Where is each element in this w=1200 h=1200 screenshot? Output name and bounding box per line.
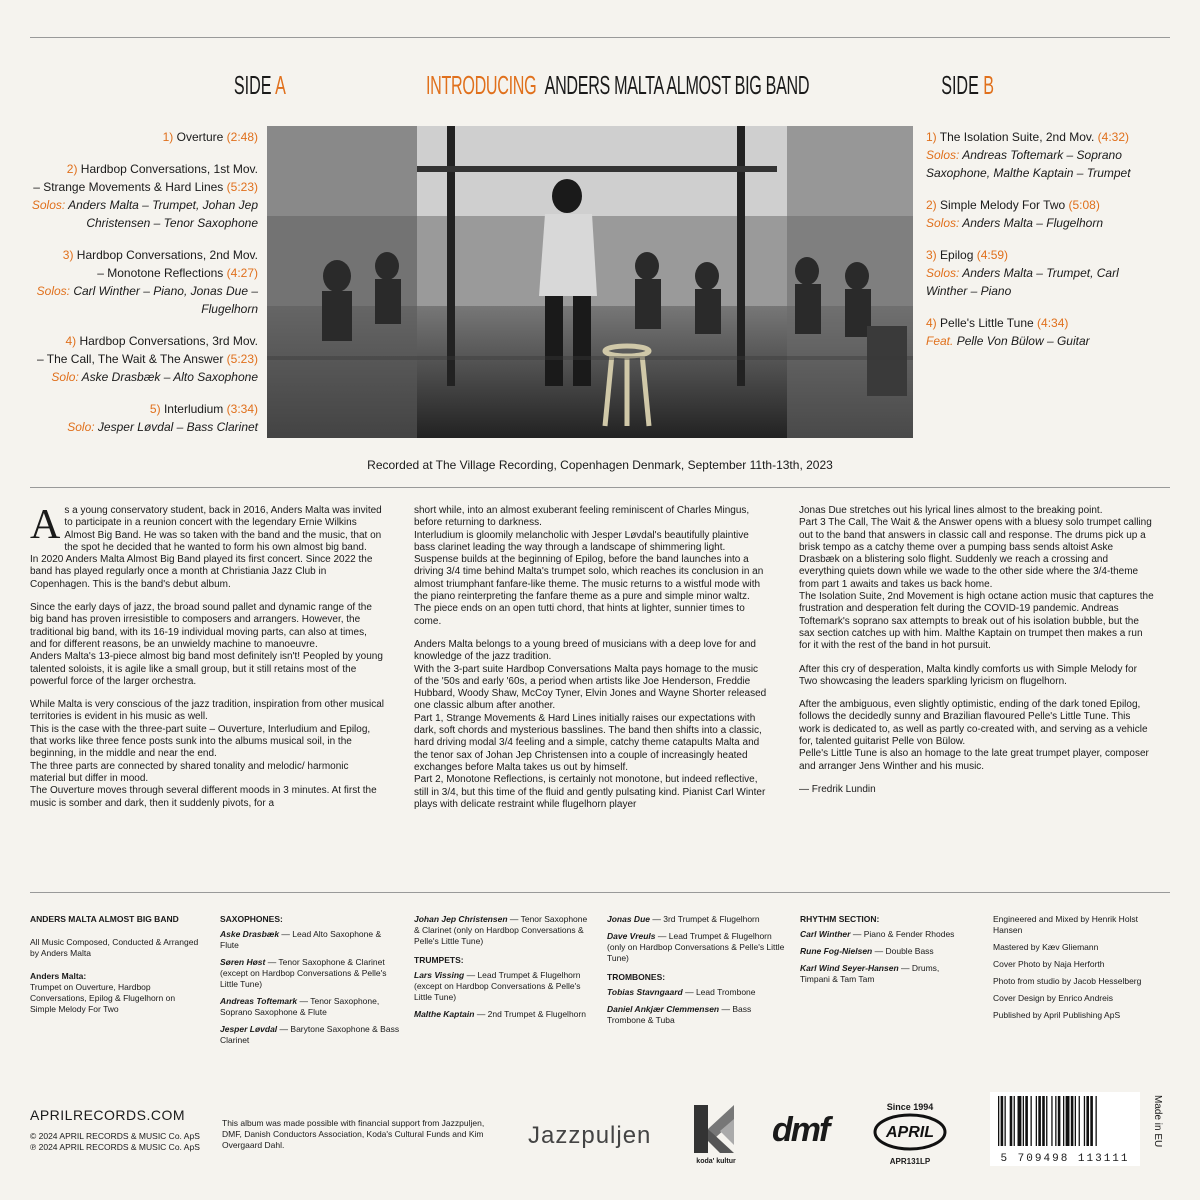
credit-role: — Barytone Saxophone & Bass Clarinet	[220, 1024, 400, 1045]
april-records-icon	[872, 1112, 948, 1152]
liner-line: After this cry of desperation, Malta kindly comforts us with Simple Melody for Two showcasing the leaders sparkling lyricism on flugelhorn.	[799, 663, 1137, 687]
credit-entry	[800, 929, 970, 940]
side-a-track	[30, 246, 258, 318]
track-title: The Isolation Suite, 2nd Mov.	[939, 130, 1095, 144]
liner-paragraph	[799, 699, 1154, 773]
credit-name: Rune Fog-Nielsen	[800, 946, 873, 956]
liner-line: With the 3-part suite Hardbop Conversations Malta pays homage to the music of the '50s and early '60s, a period when artists like Joe Henderson, Freddie Hubbard, Woody Shaw, McCoy Tyner, Elvin Jones and Wayne Shorter released one classic album after another.	[414, 663, 767, 712]
track-number: 3)	[926, 248, 941, 262]
credit-name: Aske Drasbæk	[220, 929, 280, 939]
credit-name: Jonas Due	[607, 914, 650, 924]
track-duration: (4:32)	[1094, 130, 1130, 144]
credits-malta-label: Anders Malta:	[30, 971, 87, 981]
april-records-logo: Since 1994 APRIL APR131LP	[870, 1102, 950, 1166]
side-a-track	[30, 332, 258, 386]
liner-line: After the ambiguous, even slightly optimistic, ending of the dark toned Epilog, follows the decidedly sunny and Brazilian flavoured Pelle's Little Tune. This work is dedicated to, as well as partly co-created with, and serving as a vehicle for, talented guitarist Pelle von Bülow.	[799, 699, 1148, 748]
credits-rhythm-title: RHYTHM SECTION:	[800, 914, 880, 924]
side-a-tracklist	[30, 128, 258, 450]
liner-line: The Ouverture moves through several different moods in 3 minutes. At first the music is somber and dark, then it suddenly pivots, for a	[30, 785, 377, 809]
barcode-bar	[1075, 1096, 1076, 1146]
track-number: 4)	[926, 316, 941, 330]
solo-names: Aske Drasbæk – Alto Saxophone	[81, 370, 258, 384]
side-b-heading: SIDE B	[941, 70, 995, 100]
track-duration: (5:23)	[223, 180, 258, 194]
solo-label: Feat.	[926, 334, 957, 348]
solo-label: Solo:	[51, 370, 82, 384]
website-link[interactable]: APRILRECORDS.COM	[30, 1107, 186, 1123]
credit-name: Andreas Toftemark	[220, 996, 298, 1006]
track-title-line	[30, 246, 258, 264]
solo-label: Solos:	[36, 284, 74, 298]
barcode-bar	[1001, 1096, 1004, 1146]
band-name: ANDERS MALTA ALMOST BIG BAND	[544, 70, 810, 100]
barcode-bars	[990, 1092, 1140, 1148]
barcode-bar	[1005, 1096, 1006, 1146]
credit-name: Karl Wind Seyer-Hansen	[800, 963, 899, 973]
recording-caption: Recorded at The Village Recording, Copenhagen Denmark, September 11th-13th, 2023	[367, 458, 833, 472]
track-duration: (2:48)	[223, 130, 258, 144]
barcode-bar	[1031, 1096, 1032, 1146]
credits-column-4	[607, 914, 787, 1032]
liner-paragraph	[414, 505, 769, 628]
barcode-bar	[1046, 1096, 1047, 1146]
barcode-bar	[1025, 1096, 1028, 1146]
production-credit: Engineered and Mixed by Henrik Holst Hansen	[993, 914, 1139, 935]
album-title	[426, 70, 809, 101]
credits-trumpets-title: TRUMPETS:	[414, 955, 464, 965]
track-title-line	[30, 178, 258, 196]
track-number: 2)	[926, 198, 941, 212]
barcode-bar	[1096, 1096, 1097, 1146]
solo-label: Solos:	[926, 266, 963, 280]
side-b-track	[926, 196, 1146, 232]
liner-line: The Isolation Suite, 2nd Movement is high octane action music that captures the frustration and desperation felt during the COVID-19 pandemic. Andreas Toftemark's soprano sax attempts to break out of his isolation bubble, but the sax section catches up with him. Malthe Kaptain on trumpet then makes a run for it with the rest of the band in hot pursuit.	[799, 591, 1154, 652]
side-b-track	[926, 246, 1146, 300]
barcode-bar	[1086, 1096, 1089, 1146]
track-title: Pelle's Little Tune	[940, 316, 1034, 330]
drop-cap: A	[30, 502, 61, 548]
track-duration: (4:59)	[973, 248, 1009, 262]
credit-role: — Bass Trombone & Tuba	[607, 1004, 752, 1025]
barcode-bar	[1010, 1096, 1013, 1146]
credit-entry	[220, 929, 400, 951]
track-title-line	[926, 314, 1146, 332]
credit-name: Tobias Stavngaard	[607, 987, 683, 997]
barcode-bar	[1090, 1096, 1093, 1146]
liner-line: — Fredrik Lundin	[799, 783, 876, 795]
liner-line: s a young conservatory student, back in 2016, Anders Malta was invited to participate in a reunion concert with the legendary Ernie Wilkins Almost Big Band. He was so taken with the band and the music, that on the spot he decided that he wanted to form his own almost big band.	[64, 505, 382, 553]
liner-line: While Malta is very conscious of the jazz tradition, inspiration from other musical territories is evident in his music as well.	[30, 699, 385, 723]
credits-trombones-title: TROMBONES:	[607, 972, 666, 982]
track-title-line	[30, 128, 258, 146]
liner-paragraph	[30, 602, 385, 688]
liner-line: This is the case with the three-part suite – Ouverture, Interludium and Epilog, that works like three fence posts sunk into the albums musical soil, in the beginning, in the middle and near the end.	[30, 723, 371, 760]
barcode-bar	[1051, 1096, 1052, 1146]
production-credit: Mastered by Kæv Gliemann	[993, 942, 1099, 952]
track-duration: (4:27)	[223, 266, 258, 280]
credit-entry	[800, 946, 970, 957]
solo-names: Jesper Løvdal – Bass Clarinet	[97, 420, 258, 434]
credits-malta-text: Trumpet on Ouverture, Hardbop Conversations, Epilog & Flugelhorn on Simple Melody For Two	[30, 982, 176, 1014]
track-title: – The Call, The Wait & The Answer	[37, 352, 224, 366]
production-credit: Cover Design by Enrico Andreis	[993, 993, 1114, 1003]
credit-role: — 3rd Trumpet & Flugelhorn	[650, 914, 760, 924]
solo-label: Solos:	[926, 148, 963, 162]
credit-name: Dave Vreuls	[607, 931, 656, 941]
credit-entry	[220, 996, 400, 1018]
liner-paragraph	[30, 502, 385, 591]
credit-entry	[414, 1009, 589, 1020]
barcode-bar	[1018, 1096, 1022, 1146]
track-title-line	[30, 264, 258, 282]
koda-kultur-logo: koda' kultur	[690, 1105, 742, 1165]
credit-name: Jesper Løvdal	[220, 1024, 278, 1034]
track-title: Simple Melody For Two	[940, 198, 1066, 212]
track-title: Overture	[176, 130, 224, 144]
credits-column-3	[414, 914, 589, 1026]
credit-name: Søren Høst	[220, 957, 266, 967]
track-soloists	[30, 196, 258, 232]
track-title-line	[30, 400, 258, 418]
liner-line: Part 1, Strange Movements & Hard Lines initially raises our expectations with dark, soft chords and mysterious basslines. The band then shifts into a classic, hard driving modal 3/4 feeling and a simple, catchy theme catapults Malta and the tenor sax of Johan Jep Christensen into a couple of increasingly heated exchanges before Malta takes us out by himself.	[414, 712, 762, 773]
credits-saxophones-title: SAXOPHONES:	[220, 914, 283, 924]
introducing-label: INTRODUCING	[426, 70, 537, 100]
studio-photo-image	[267, 126, 913, 438]
track-title: Interludium	[163, 402, 224, 416]
track-title-line	[926, 128, 1146, 146]
credit-role: — Tenor Saxophone & Clarinet (except on Hardbop Conversations & Pelle's Little Tune)	[220, 957, 387, 989]
credit-role: — 2nd Trumpet & Flugelhorn	[474, 1009, 586, 1019]
credits-rhythm	[800, 914, 970, 991]
track-number: 1)	[162, 130, 177, 144]
side-b-tracklist	[926, 128, 1146, 364]
credits-saxophones	[220, 914, 400, 1052]
track-soloists	[926, 332, 1146, 350]
liner-paragraph	[799, 505, 1154, 653]
credit-role: — Piano & Fender Rhodes	[850, 929, 955, 939]
credit-role: — Double Bass	[872, 946, 934, 956]
credit-entry	[607, 914, 787, 925]
credits-divider	[30, 892, 1170, 893]
made-in-label: Made in EU	[1152, 1095, 1163, 1148]
credit-role: — Drums, Timpani & Tam Tam	[800, 963, 940, 984]
track-soloists	[926, 264, 1146, 300]
credits-composer-line: All Music Composed, Conducted & Arranged by Anders Malta	[30, 937, 199, 958]
solo-names: Pelle Von Bülow – Guitar	[956, 334, 1090, 348]
production-credit: Photo from studio by Jacob Hesselberg	[993, 976, 1142, 986]
credit-name: Carl Winther	[800, 929, 851, 939]
credit-entry	[800, 963, 970, 985]
track-number: 5)	[149, 402, 164, 416]
solo-names: Anders Malta – Trumpet, Carl Winther – Piano	[926, 266, 1119, 298]
barcode-bar	[1055, 1096, 1056, 1146]
track-duration: (3:34)	[223, 402, 258, 416]
top-divider	[30, 37, 1170, 38]
credit-role: — Lead Trumpet & Flugelhorn (only on Hardbop Conversations & Pelle's Little Tune)	[607, 931, 785, 963]
track-title-line	[30, 332, 258, 350]
barcode-bar	[998, 1096, 999, 1146]
middle-divider	[30, 487, 1170, 488]
liner-notes-column-3	[799, 505, 1154, 807]
footer-left	[30, 1107, 210, 1153]
barcode	[990, 1092, 1140, 1166]
track-title: – Monotone Reflections	[97, 266, 224, 280]
side-a-track	[30, 128, 258, 146]
track-title-line	[926, 246, 1146, 264]
liner-line: Part 3 The Call, The Wait & the Answer opens with a bluesy solo trumpet calling out to the band that answers in classic call and response. The drums pick up a brisk tempo as a catchy theme over a pumping bass sends altoist Aske Drasbæk on a blistering solo flight. Suddenly we reach a crossing and everything quiets down while we wade to the other side where the 3/4-theme from part 1 awaits and takes us back home.	[799, 517, 1152, 590]
solo-names: Anders Malta – Flugelhorn	[962, 216, 1103, 230]
copyright-line-1: © 2024 APRIL RECORDS & MUSIC Co. ApS	[30, 1131, 200, 1141]
liner-notes-column-2	[414, 505, 769, 822]
credit-role: — Lead Trumpet & Flugelhorn (except on Hardbop Conversations & Pelle's Little Tune)	[414, 970, 581, 1002]
liner-line: Anders Malta belongs to a young breed of musicians with a deep love for and knowledge of the jazz tradition.	[414, 638, 756, 663]
liner-paragraph	[799, 784, 1154, 796]
liner-line: The three parts are connected by shared tonality and melodic/ harmonic material but differ in mood.	[30, 760, 349, 784]
liner-paragraph	[799, 664, 1154, 689]
track-title: – Strange Movements & Hard Lines	[33, 180, 224, 194]
barcode-bar	[1079, 1096, 1080, 1146]
liner-line: Pelle's Little Tune is also an homage to the late great trumpet player, composer and arranger Jens Winther and his music.	[799, 748, 1149, 772]
liner-notes-column-1	[30, 502, 385, 821]
credit-role: — Tenor Saxophone, Soprano Saxophone & Flute	[220, 996, 380, 1017]
track-title: Hardbop Conversations, 1st Mov.	[80, 162, 258, 176]
copyright-line-2: ℗ 2024 APRIL RECORDS & MUSIC Co. ApS	[30, 1142, 200, 1152]
side-a-heading: SIDE A	[233, 70, 286, 100]
liner-line: In 2020 Anders Malta Almost Big Band played its first concert. Since 2022 the band has played regularly once a month at Christiania Jazz Club in Copenhagen. This is the band's debut album.	[30, 554, 373, 590]
jazzpuljen-logo: Jazzpuljen	[528, 1122, 652, 1149]
solo-names: Andreas Toftemark – Soprano Saxophone, Malthe Kaptain – Trumpet	[926, 148, 1131, 180]
credit-entry	[414, 914, 589, 947]
track-soloists	[30, 368, 258, 386]
track-soloists	[926, 146, 1146, 182]
track-duration: (5:23)	[223, 352, 258, 366]
side-b-track	[926, 314, 1146, 350]
liner-paragraph	[414, 639, 769, 811]
credit-entry	[607, 1004, 787, 1026]
financial-support-note: This album was made possible with financial support from Jazzpuljen, DMF, Danish Conductors Association, Koda's Cultural Funds and Kim Overgaard Dahl.	[222, 1118, 485, 1150]
credit-entry	[220, 957, 400, 990]
track-title-line	[30, 160, 258, 178]
track-duration: (4:34)	[1033, 316, 1069, 330]
track-soloists	[30, 418, 258, 436]
track-number: 1)	[926, 130, 940, 144]
credit-entry	[607, 987, 787, 998]
side-b-track	[926, 128, 1146, 182]
production-credit: Cover Photo by Naja Herforth	[993, 959, 1105, 969]
credits-band-title: ANDERS MALTA ALMOST BIG BAND	[30, 914, 179, 924]
barcode-bar	[1042, 1096, 1045, 1146]
track-title: Hardbop Conversations, 2nd Mov.	[76, 248, 258, 262]
solo-label: Solos:	[926, 216, 963, 230]
track-title-line	[926, 196, 1146, 214]
credit-name: Lars Vissing	[414, 970, 465, 980]
track-number: 3)	[62, 248, 77, 262]
solo-label: Solos:	[31, 198, 69, 212]
credit-name: Daniel Ankjær Clemmensen	[607, 1004, 720, 1014]
liner-line: Suspense builds at the beginning of Epilog, before the band launches into a driving 3/4 time behind Malta's trumpet solo, which reaches its conclusion in an almost triumphant fanfare-like theme. The music returns to a wistful mode with the piano reinterpreting the fanfare theme as a pure and simple minor waltz. The piece ends on an open tutti chord, that hints at lighter, sunnier times to come.	[414, 554, 764, 627]
liner-paragraph	[30, 699, 385, 810]
liner-line: short while, into an almost exuberant feeling reminiscent of Charles Mingus, before returning to darkness.	[414, 505, 750, 529]
credit-name: Johan Jep Christensen	[414, 914, 508, 924]
credit-role: — Tenor Saxophone & Clarinet (only on Hardbop Conversations & Pelle's Little Tune)	[414, 914, 588, 946]
liner-line: Anders Malta's 13-piece almost big band most definitely isn't! Peopled by young talented soloists, it is agile like a small group, but it still retains most of the powerful force of the larger orchestra.	[30, 651, 383, 687]
koda-kultur-icon	[690, 1105, 742, 1153]
barcode-bar	[1066, 1096, 1070, 1146]
credit-entry	[220, 1024, 400, 1046]
credit-name: Malthe Kaptain	[414, 1009, 475, 1019]
track-title-line	[30, 350, 258, 368]
barcode-number: 5 709498 113111	[1000, 1153, 1130, 1165]
credits-production	[993, 914, 1163, 1027]
track-duration: (5:08)	[1065, 198, 1100, 212]
credit-entry	[414, 970, 589, 1003]
barcode-bar	[1036, 1096, 1037, 1146]
barcode-bar	[1058, 1096, 1061, 1146]
track-number: 4)	[65, 334, 80, 348]
barcode-bar	[1071, 1096, 1074, 1146]
dmf-logo: dmf	[772, 1111, 829, 1149]
track-title: Hardbop Conversations, 3rd Mov.	[79, 334, 258, 348]
track-number: 2)	[66, 162, 81, 176]
svg-text:APRIL: APRIL	[886, 1124, 934, 1141]
solo-names: Anders Malta – Trumpet, Johan Jep Christensen – Tenor Saxophone	[68, 198, 258, 230]
solo-names: Carl Winther – Piano, Jonas Due – Flugelhorn	[73, 284, 258, 316]
barcode-bar	[1084, 1096, 1085, 1146]
track-soloists	[926, 214, 1146, 232]
liner-line: Jonas Due stretches out his lyrical lines almost to the breaking point.	[799, 505, 1103, 516]
barcode-bar	[1023, 1096, 1024, 1146]
liner-line: Since the early days of jazz, the broad sound pallet and dynamic range of the big band has proven irresistible to composers and arrangers. However, the traditional big band, with its 16-19 individual moving parts, can also at times, and for different reasons, be an unwieldy machine to manoeuvre.	[30, 602, 372, 650]
solo-label: Solo:	[67, 420, 98, 434]
track-soloists	[30, 282, 258, 318]
credit-entry	[607, 931, 787, 964]
liner-line: Interludium is gloomily melancholic with Jesper Løvdal's beautifully plaintive bass clarinet leading the way through a landscape of shimmering light.	[414, 529, 749, 553]
liner-line: Part 2, Monotone Reflections, is certainly not monotone, but indeed reflective, still in 3/4, but this time of the fluid and gently pulsating kind. Pianist Carl Winter plays with delicate restraint while flugelhorn player	[414, 774, 766, 810]
production-credit: Published by April Publishing ApS	[993, 1010, 1121, 1020]
side-a-track	[30, 160, 258, 232]
credit-role: — Lead Alto Saxophone & Flute	[220, 929, 382, 950]
barcode-bar	[1063, 1096, 1064, 1146]
barcode-bar	[1038, 1096, 1041, 1146]
credit-role: — Lead Trombone	[682, 987, 756, 997]
side-a-track	[30, 400, 258, 436]
track-title: Epilog	[940, 248, 974, 262]
barcode-bar	[1014, 1096, 1015, 1146]
credits-band	[30, 914, 200, 1015]
studio-photo	[267, 126, 913, 438]
